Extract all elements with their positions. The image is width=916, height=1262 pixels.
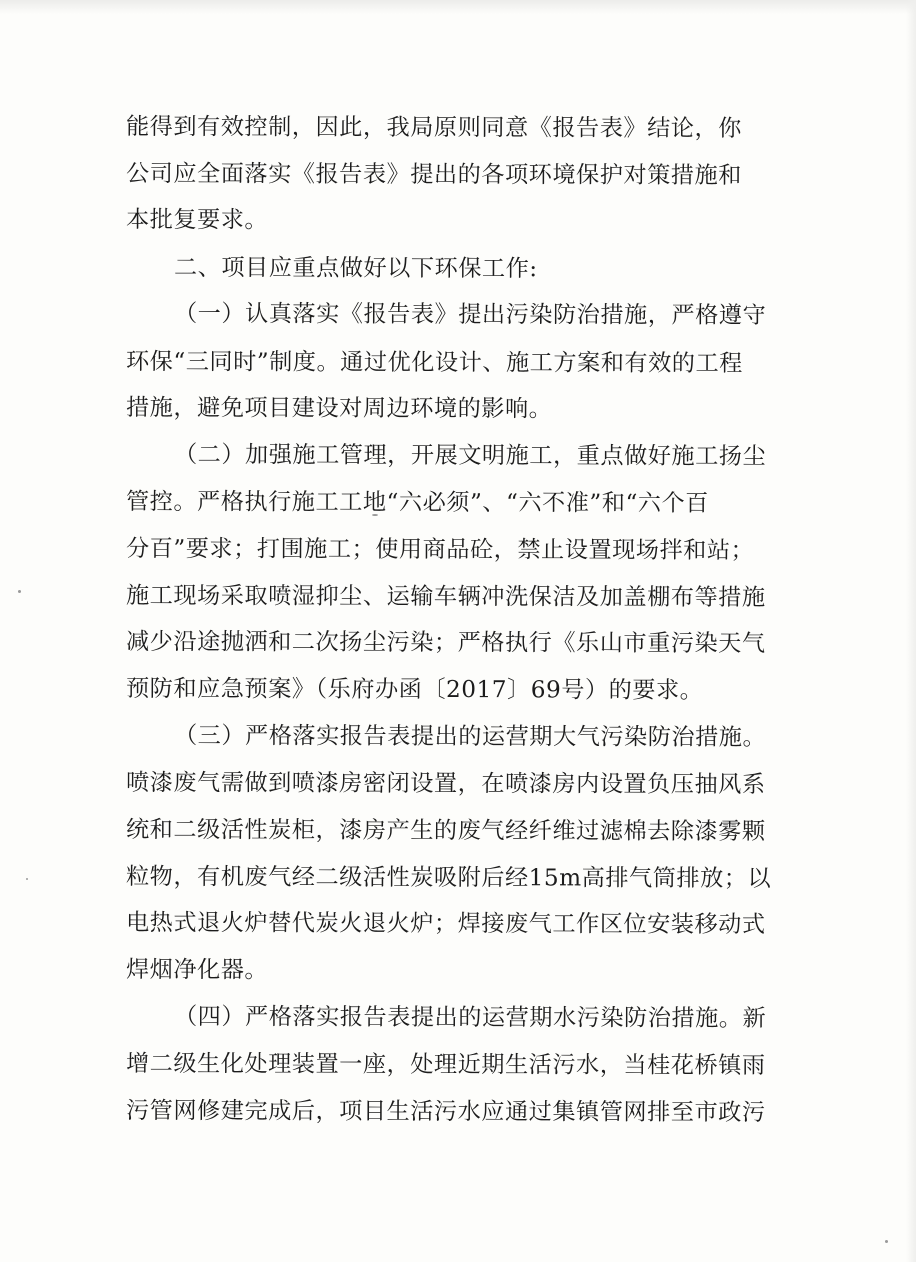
body-line-18: 电热式退火炉替代炭火退火炉；焊接废气工作区位安装移动式	[125, 909, 766, 939]
body-line-12: 减少沿途抛洒和二次扬尘污染；严格执行《乐山市重污染天气	[125, 628, 766, 658]
body-line-11: 施工现场采取喷湿抑尘、运输车辆冲洗保洁及加盖棚布等措施	[125, 582, 766, 612]
body-line-16: 统和二级活性炭柜，漆房产生的废气经纤维过滤棉去除漆雾颗	[125, 816, 766, 846]
body-line-1: 能得到有效控制，因此，我局原则同意《报告表》结论，你	[125, 113, 742, 142]
body-line-14: （三）严格落实报告表提出的运营期大气污染防治措施。	[173, 722, 767, 751]
body-line-15: 喷漆废气需做到喷漆房密闭设置，在喷漆房内设置负压抽风系	[125, 769, 766, 799]
body-line-17: 粒物，有机废气经二级活性炭吸附后经15m高排气筒排放；以	[125, 863, 772, 893]
body-line-8: （二）加强施工管理，开展文明施工，重点做好施工扬尘	[173, 441, 767, 470]
body-line-22: 污管网修建完成后，项目生活污水应通过集镇管网排至市政污	[125, 1097, 766, 1127]
section-heading: 二、项目应重点做好以下环保工作:	[173, 254, 538, 283]
body-line-20: （四）严格落实报告表提出的运营期水污染防治措施。新	[173, 1003, 767, 1032]
body-line-7: 措施，避免项目建设对周边环境的影响。	[125, 394, 553, 423]
body-line-19: 焊烟净化器。	[125, 956, 269, 984]
body-line-3: 本批复要求。	[125, 206, 269, 234]
body-line-2: 公司应全面落实《报告表》提出的各项环境保护对策措施和	[125, 160, 742, 189]
body-line-21: 增二级生化处理装置一座，处理近期生活污水，当桂花桥镇雨	[125, 1050, 766, 1080]
body-line-10: 分百”要求；打围施工；使用商品砼，禁止设置现场拌和站；	[125, 535, 755, 564]
body-line-9: 管控。严格执行施工工地“六必须”、“六不准”和“六个百	[125, 488, 709, 517]
body-line-13: 预防和应急预案》（乐府办函〔2017〕69号）的要求。	[125, 675, 704, 704]
body-line-5: （一）认真落实《报告表》提出污染防治措施，严格遵守	[173, 300, 767, 329]
body-line-6: 环保“三同时”制度。通过优化设计、施工方案和有效的工程	[125, 348, 743, 377]
